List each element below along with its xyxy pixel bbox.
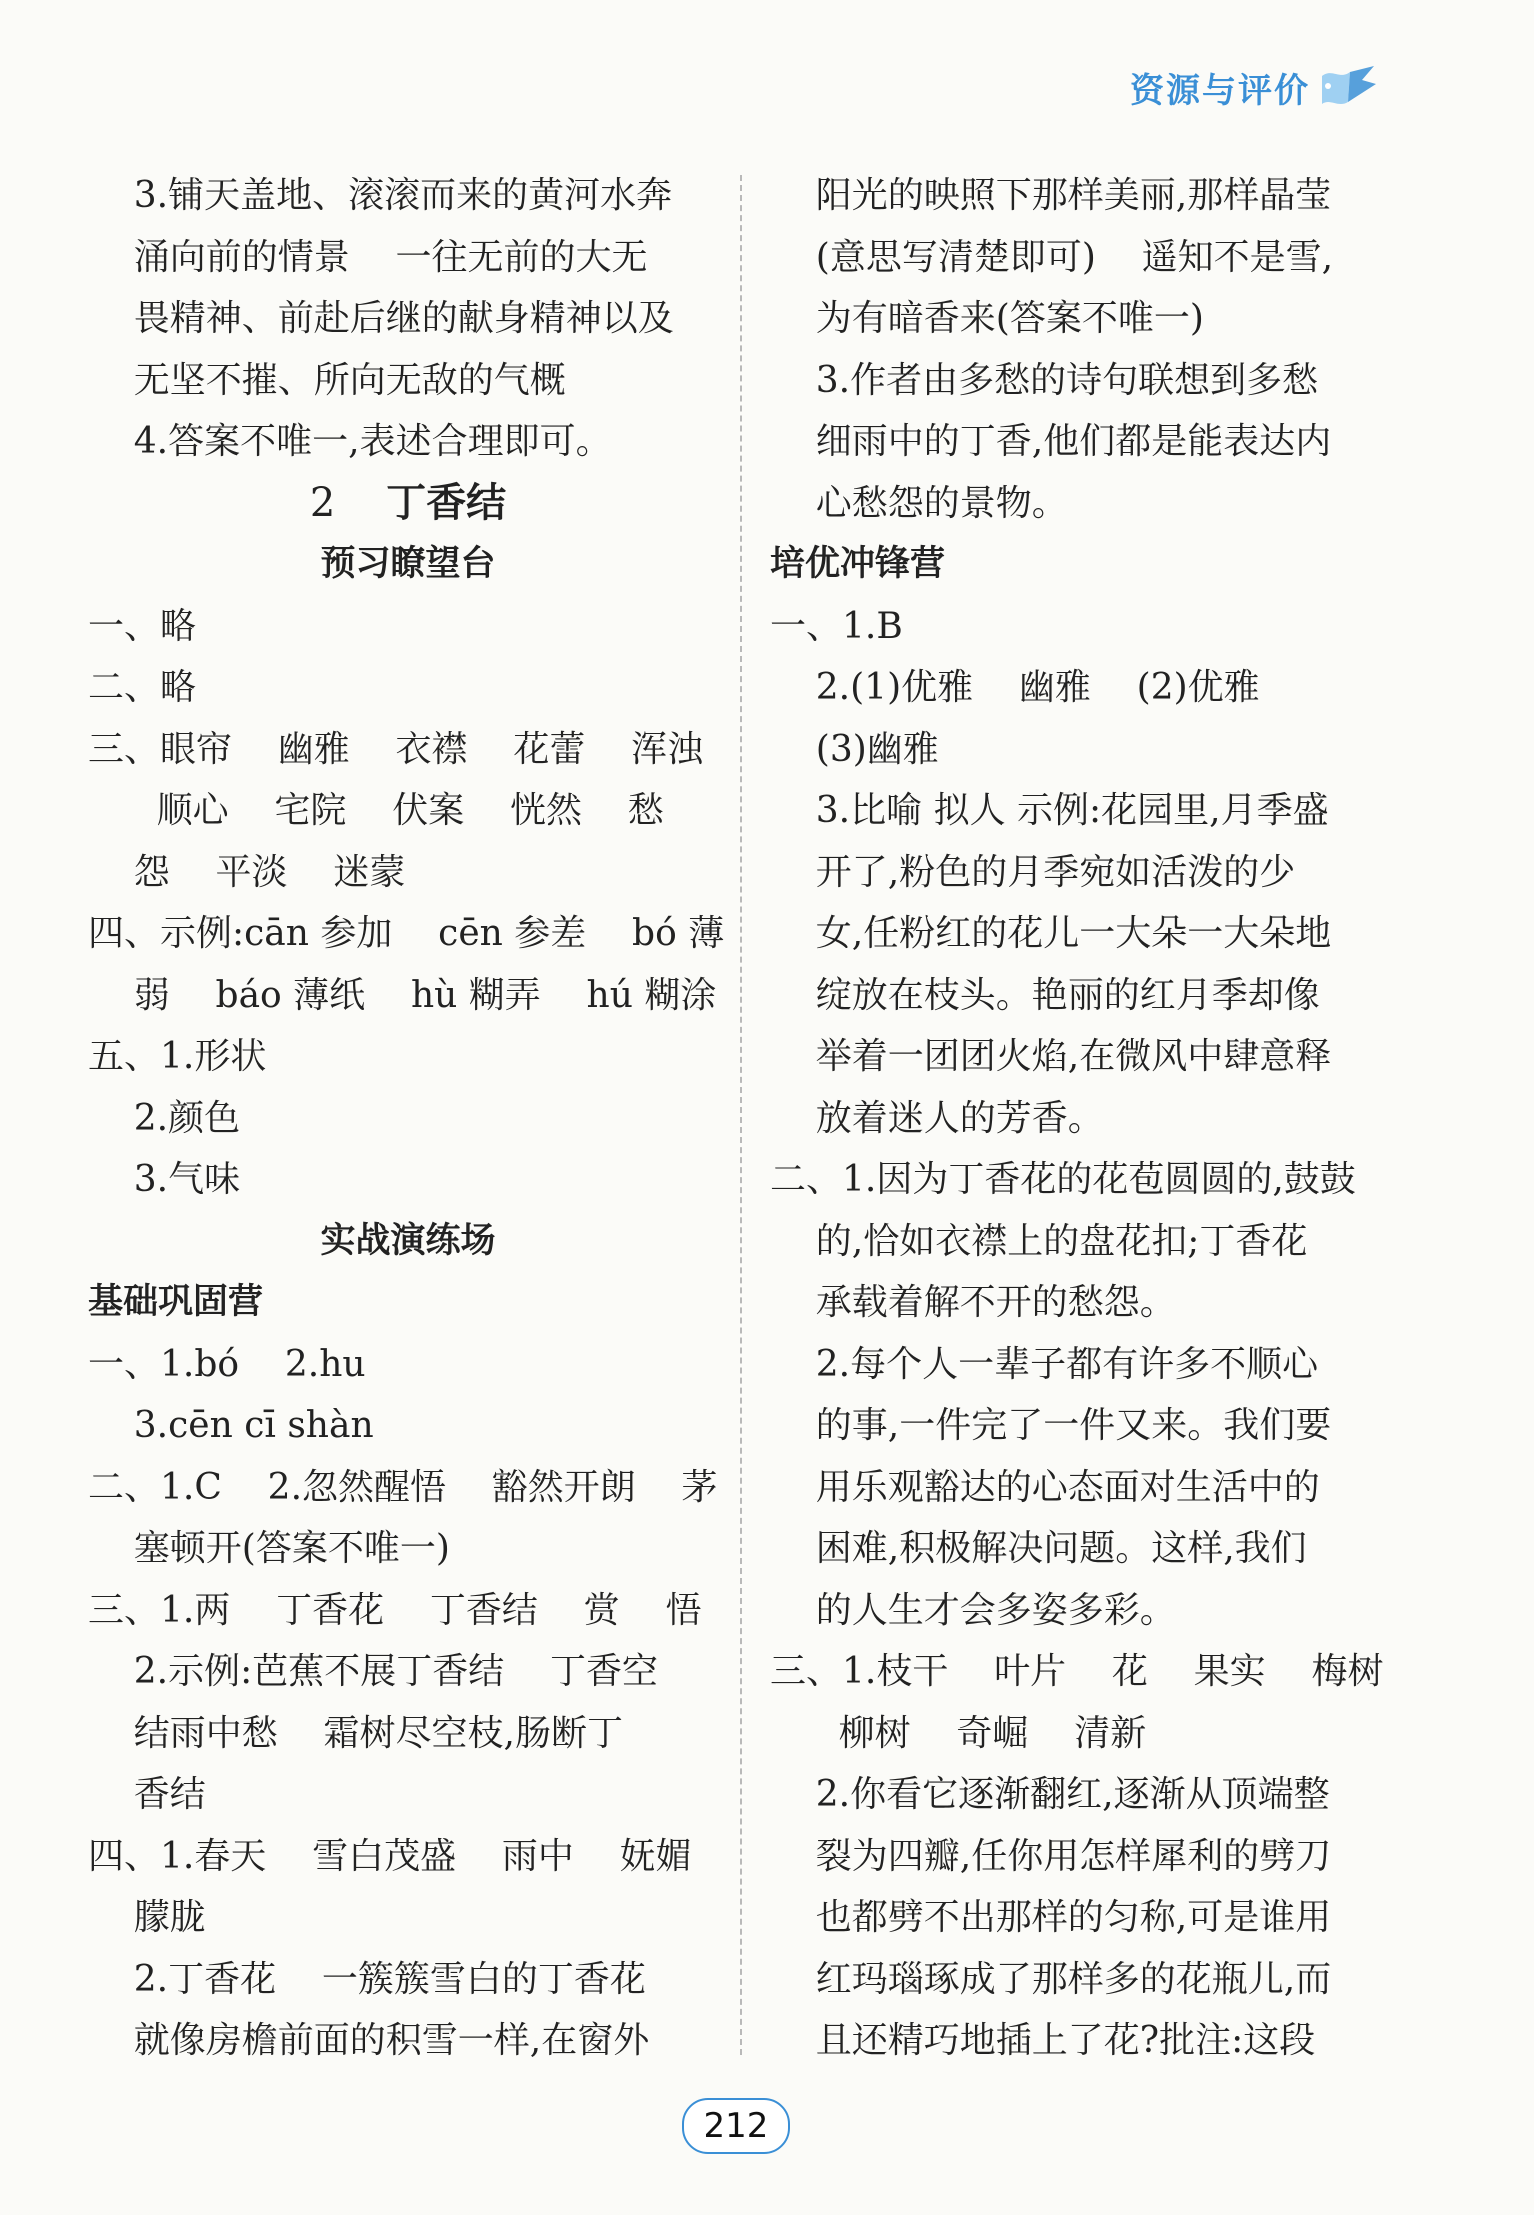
answer-line: 的,恰如衣襟上的盘花扣;丁香花	[770, 1220, 1308, 1262]
answer-line: 怨 平淡 迷蒙	[88, 851, 406, 893]
answer-line: 三、1.枝干 叶片 花 果实 梅树	[770, 1651, 1384, 1692]
answer-line: 阳光的映照下那样美丽,那样晶莹	[770, 175, 1332, 216]
answer-line: 二、1.因为丁香花的花苞圆圆的,鼓鼓	[770, 1159, 1356, 1200]
answer-line: 2.(1)优雅 幽雅 (2)优雅	[770, 667, 1260, 708]
section-heading: 基础巩固营	[88, 1282, 264, 1322]
answer-line: 开了,粉色的月季宛如活泼的少	[770, 851, 1296, 893]
answer-line: 2.示例:芭蕉不展丁香结 丁香空	[88, 1651, 659, 1692]
answer-line: 畏精神、前赴后继的献身精神以及	[88, 298, 674, 339]
brand-title: 资源与评价	[1130, 70, 1310, 111]
answer-line: 绽放在枝头。艳丽的红月季却像	[770, 974, 1320, 1016]
answer-line: 2.丁香花 一簇簇雪白的丁香花	[88, 1958, 646, 2000]
answer-line: 细雨中的丁香,他们都是能表达内	[770, 421, 1332, 462]
subsection-heading: 预习瞭望台	[320, 544, 496, 584]
answer-line: 放着迷人的芳香。	[770, 1097, 1104, 1139]
answer-line: 三、1.两 丁香花 丁香结 赏 悟	[88, 1589, 702, 1631]
scroll-flag-icon	[1318, 62, 1378, 112]
answer-line: 涌向前的情景 一往无前的大无	[88, 236, 648, 278]
right-column	[770, 165, 1410, 2072]
answer-line: 结雨中愁 霜树尽空枝,肠断丁	[88, 1712, 623, 1754]
answer-line: 4.答案不唯一,表述合理即可。	[88, 421, 612, 462]
answer-line: 用乐观豁达的心态面对生活中的	[770, 1466, 1320, 1508]
answer-line: 且还精巧地插上了花?批注:这段	[770, 2020, 1316, 2061]
answer-line: 二、1.C 2.忽然醒悟 豁然开朗 茅	[88, 1466, 718, 1508]
column-divider	[740, 175, 742, 2055]
answer-line: 心愁怨的景物。	[770, 482, 1068, 524]
answer-line: 四、示例:cān 参加 cēn 参差 bó 薄	[88, 913, 725, 954]
answer-line: 女,任粉红的花儿一大朵一大朵地	[770, 913, 1332, 954]
answer-line: 3.气味	[88, 1159, 241, 1200]
answer-line: 弱 báo 薄纸 hù 糊弄 hú 糊涂	[88, 974, 717, 1016]
subsection-heading: 实战演练场	[320, 1220, 496, 1261]
answer-line: 塞顿开(答案不唯一)	[88, 1528, 450, 1569]
answer-line: 三、眼帘 幽雅 衣襟 花蕾 浑浊	[88, 728, 704, 770]
answer-line: (3)幽雅	[770, 728, 939, 770]
answer-line: 困难,积极解决问题。这样,我们	[770, 1528, 1307, 1569]
answer-line: 2.你看它逐渐翻红,逐渐从顶端整	[770, 1774, 1330, 1815]
answer-line: 红玛瑙琢成了那样多的花瓶儿,而	[770, 1958, 1332, 2000]
brand-header	[1130, 62, 1410, 112]
section-heading: 培优冲锋营	[770, 544, 946, 584]
answer-line: 也都劈不出那样的匀称,可是谁用	[770, 1897, 1332, 1938]
answer-line: 无坚不摧、所向无敌的气概	[88, 359, 566, 401]
answer-line: 3.铺天盖地、滚滚而来的黄河水奔	[88, 175, 673, 216]
answer-line: 香结	[88, 1774, 206, 1815]
answer-line: (意思写清楚即可) 遥知不是雪,	[770, 236, 1334, 278]
answer-line: 柳树 奇崛 清新	[770, 1712, 1147, 1754]
left-column	[88, 165, 728, 2072]
answer-line: 一、略	[88, 605, 197, 647]
answer-line: 二、略	[88, 667, 197, 708]
answer-line: 2.颜色	[88, 1097, 241, 1139]
answer-line: 举着一团团火焰,在微风中肆意释	[770, 1036, 1332, 1077]
answer-line: 3.cēn cī shàn	[88, 1405, 374, 1446]
answer-line: 五、1.形状	[88, 1036, 267, 1077]
page-number: 212	[682, 2098, 790, 2154]
answer-line: 裂为四瓣,任你用怎样犀利的劈刀	[770, 1835, 1332, 1877]
answer-line: 为有暗香来(答案不唯一)	[770, 298, 1204, 339]
answer-line: 3.作者由多愁的诗句联想到多愁	[770, 359, 1319, 401]
answer-line: 顺心 宅院 伏案 恍然 愁	[88, 790, 664, 831]
answer-line: 的事,一件完了一件又来。我们要	[770, 1405, 1332, 1446]
lesson-title-text: 丁香结	[386, 479, 507, 526]
answer-line: 3.比喻 拟人 示例:花园里,月季盛	[770, 790, 1329, 831]
answer-line: 承载着解不开的愁怨。	[770, 1282, 1176, 1323]
answer-line: 的人生才会多姿多彩。	[770, 1589, 1176, 1631]
answer-line: 一、1.bó 2.hu	[88, 1343, 366, 1385]
answer-line: 一、1.B	[770, 605, 903, 647]
answer-line: 2.每个人一辈子都有许多不顺心	[770, 1343, 1319, 1385]
answer-line: 四、1.春天 雪白茂盛 雨中 妩媚	[88, 1835, 692, 1877]
answer-line: 朦胧	[88, 1897, 206, 1938]
lesson-title	[88, 473, 728, 535]
answer-line: 就像房檐前面的积雪一样,在窗外	[88, 2020, 650, 2061]
lesson-number: 2	[309, 479, 336, 526]
